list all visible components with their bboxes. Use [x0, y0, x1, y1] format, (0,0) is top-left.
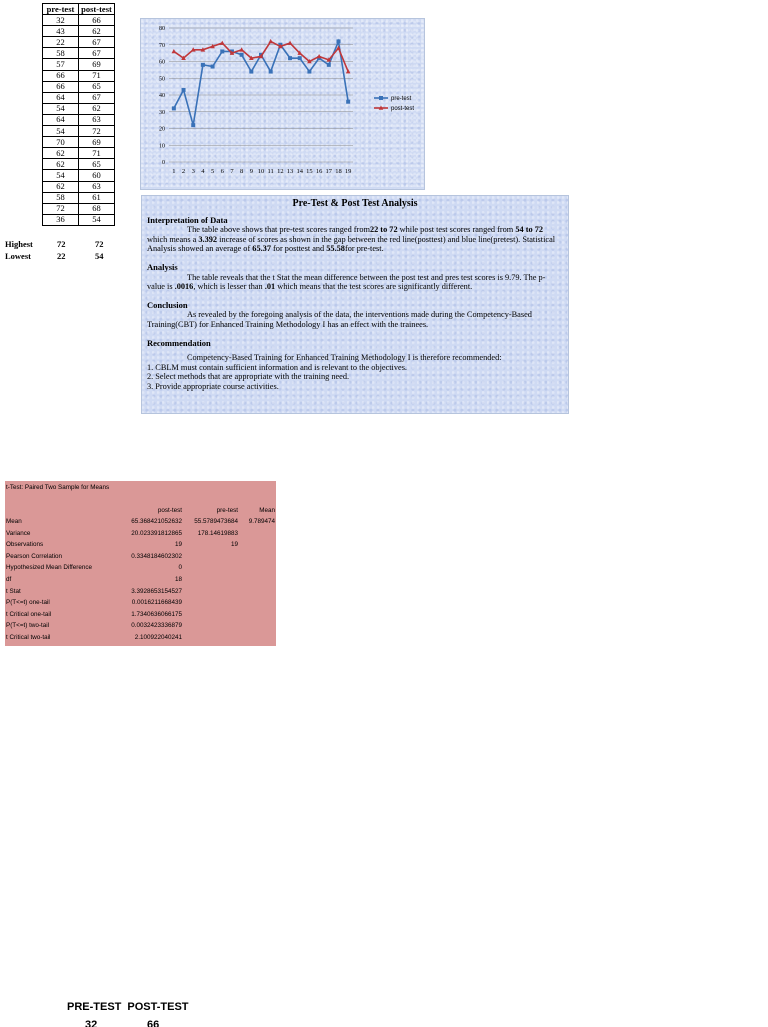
pre-test-point [307, 70, 311, 74]
score-row [43, 81, 115, 92]
post-test-score: 69 [79, 59, 115, 70]
y-tick-label: 70 [159, 42, 165, 49]
pre-test-score: 36 [43, 214, 79, 225]
analysis-heading: Analysis [147, 261, 178, 272]
interp-bold: 54 to 72 [515, 225, 543, 235]
pre-test-score: 66 [43, 70, 79, 81]
highest-label: Highest [5, 239, 33, 249]
interpretation-heading: Interpretation of Data [147, 214, 228, 225]
post-test-score: 67 [79, 37, 115, 48]
post-test-score: 69 [79, 137, 115, 148]
ttest-row [5, 553, 276, 563]
ttest-pre-value: 178.14619883 [197, 529, 238, 537]
pre-test-point [288, 56, 292, 60]
post-test-score: 66 [79, 15, 115, 26]
x-tick-label: 6 [220, 168, 224, 175]
interp-part: for pre-test. [344, 244, 384, 254]
ttest-header [5, 507, 276, 517]
recommendation-intro-text: Competency-Based Training for Enhanced Training Methodology I is therefore recommended: [187, 353, 502, 363]
post-test-score: 71 [79, 148, 115, 159]
ttest-label: t Critical one-tail [6, 610, 52, 618]
pre-test-score: 54 [43, 126, 79, 137]
post-test-score: 65 [79, 81, 115, 92]
score-row [43, 26, 115, 37]
conclusion-text [147, 310, 563, 329]
bottom-post-value: 66 [147, 1019, 160, 1027]
post-test-point [239, 47, 244, 51]
ttest-col-mean: Mean [259, 507, 275, 514]
legend-label: post-test [391, 106, 415, 112]
ttest-row [5, 564, 276, 574]
legend-marker [379, 96, 383, 100]
highest-pre: 72 [57, 239, 66, 249]
ttest-row [5, 541, 276, 551]
score-row [43, 170, 115, 181]
interp-part: which means a [147, 234, 199, 244]
line-chart [140, 18, 425, 190]
post-test-score: 62 [79, 26, 115, 37]
ttest-post-value: 0.3348184602302 [131, 552, 182, 560]
interp-bold: 65.37 [252, 244, 271, 254]
ttest-label: Observations [6, 541, 44, 549]
ttest-post-value: 1.7340636066175 [131, 610, 182, 618]
highest-post: 72 [95, 239, 104, 249]
score-table-body [43, 15, 115, 226]
pre-test-point [182, 88, 186, 92]
pre-test-point [346, 100, 350, 104]
x-tick-label: 19 [344, 168, 352, 175]
score-row [43, 103, 115, 114]
interp-bold: 22 to 72 [369, 225, 398, 235]
ttest-post-value: 18 [174, 576, 182, 583]
pre-test-point [269, 70, 273, 74]
x-tick-label: 11 [267, 168, 274, 175]
post-test-point [220, 41, 225, 45]
post-test-point [288, 41, 293, 45]
ttest-col-pre: pre-test [216, 507, 238, 514]
score-row [43, 214, 115, 225]
y-tick-label: 40 [159, 93, 165, 99]
x-tick-label: 17 [325, 168, 333, 175]
score-row [43, 126, 115, 137]
post-test-score: 63 [79, 114, 115, 125]
recommendation-heading: Recommendation [147, 337, 211, 348]
post-test-score: 60 [79, 170, 115, 181]
ttest-label: t Critical two-tail [6, 634, 51, 641]
interp-bold: 55.58 [326, 244, 345, 254]
ttest-post-value: 65.368421052632 [131, 518, 182, 525]
pre-test-header: pre-test [43, 4, 79, 15]
score-table-header [43, 4, 115, 15]
pre-test-score: 72 [43, 203, 79, 214]
score-row [43, 92, 115, 103]
score-row [43, 192, 115, 203]
y-tick-label: 60 [159, 59, 165, 66]
ttest-post-value: 19 [174, 541, 182, 549]
post-test-point [172, 49, 177, 53]
pre-test-score: 54 [43, 103, 79, 114]
lowest-pre: 22 [57, 251, 66, 261]
score-row [43, 148, 115, 159]
bottom-header [67, 1001, 195, 1013]
ttest-row [5, 599, 276, 609]
x-tick-label: 3 [191, 168, 195, 175]
analysis-bold: .0016 [174, 282, 194, 292]
score-row [43, 48, 115, 59]
score-row [43, 203, 115, 214]
lowest-label: Lowest [5, 251, 31, 261]
ttest-row [5, 622, 276, 632]
pre-test-score: 64 [43, 92, 79, 103]
recommendation-item: 1. CBLM must contain sufficient information and is relevant to the objectives. [147, 362, 407, 372]
post-test-score: 61 [79, 192, 115, 203]
bottom-pre-value: 32 [85, 1019, 98, 1027]
interp-part: increase of scores as shown in the gap between the red line(posttest) and blue line(pretest). Statistical Analysis showed an average of [147, 234, 556, 254]
score-row [43, 114, 115, 125]
ttest-row [5, 576, 276, 586]
pre-test-score: 22 [43, 37, 79, 48]
pre-test-point [249, 70, 253, 74]
score-row [43, 37, 115, 48]
pre-test-score: 62 [43, 148, 79, 159]
post-test-score: 63 [79, 181, 115, 192]
pre-test-point [336, 39, 340, 43]
ttest-label: P(T<=t) two-tail [6, 622, 50, 630]
ttest-label: df [6, 576, 12, 583]
lowest-post: 54 [95, 251, 104, 261]
post-test-point [268, 39, 273, 43]
ttest-post-value: 2.100922040241 [134, 634, 182, 641]
post-test-score: 62 [79, 103, 115, 114]
lowest-row [5, 251, 115, 263]
analysis-part: The table reveals that the t Stat the mean difference between the post test and pres test scores is 9.79. The p-value is [147, 272, 546, 292]
post-test-score: 71 [79, 70, 115, 81]
post-test-score: 54 [79, 214, 115, 225]
bottom-pre-header: PRE-TEST [67, 1001, 122, 1013]
pre-test-score: 62 [43, 181, 79, 192]
score-row [43, 181, 115, 192]
pre-test-score: 57 [43, 59, 79, 70]
ttest-row [5, 634, 276, 644]
pre-test-score: 32 [43, 15, 79, 26]
pre-test-point [211, 65, 215, 69]
ttest-post-value: 0.0016211668439 [131, 599, 182, 607]
pre-test-score: 62 [43, 159, 79, 170]
recommendation-item: 3. Provide appropriate course activities. [147, 381, 279, 391]
ttest-label: t Stat [6, 587, 21, 595]
x-tick-label: 8 [240, 168, 244, 175]
pre-test-point [191, 123, 195, 127]
y-tick-label: 20 [159, 126, 165, 133]
interp-part: for posttest and [270, 244, 327, 254]
score-row [43, 137, 115, 148]
x-tick-label: 4 [201, 168, 205, 175]
post-test-point [317, 54, 322, 58]
recommendation-list [147, 363, 563, 392]
ttest-row [5, 518, 276, 528]
post-test-score: 67 [79, 92, 115, 103]
pre-test-score: 54 [43, 170, 79, 181]
x-tick-label: 14 [296, 168, 303, 175]
analysis-text [147, 273, 563, 292]
highest-row [5, 239, 115, 251]
ttest-post-value: 3.3928653154527 [131, 587, 182, 595]
post-test-score: 72 [79, 126, 115, 137]
x-tick-label: 2 [181, 168, 186, 175]
ttest-label: Mean [6, 518, 22, 525]
y-tick-label: 0 [162, 160, 165, 166]
ttest-label: Pearson Correlation [6, 552, 63, 560]
x-tick-label: 12 [277, 168, 284, 175]
y-tick-label: 30 [159, 109, 165, 116]
analysis-panel [141, 195, 569, 414]
score-row [43, 59, 115, 70]
recommendation-intro [147, 353, 563, 363]
ttest-post-value: 0 [178, 564, 182, 572]
bottom-post-header: POST-TEST [127, 1001, 189, 1013]
ttest-box [5, 481, 276, 646]
analysis-bold: .01 [264, 282, 276, 292]
x-tick-label: 9 [249, 168, 253, 175]
pre-test-score: 66 [43, 81, 79, 92]
x-tick-label: 5 [210, 168, 215, 175]
line-chart-svg [141, 19, 424, 189]
ttest-label: P(T<=t) one-tail [6, 599, 50, 607]
ttest-pre-value: 55.5789473684 [194, 518, 238, 525]
pre-test-score: 64 [43, 114, 79, 125]
pre-test-score: 43 [43, 26, 79, 37]
recommendation-item: 2. Select methods that are appropriate with the training need. [147, 372, 350, 382]
ttest-post-value: 0.0032423336879 [131, 622, 182, 630]
ttest-pre-value: 19 [230, 541, 238, 549]
legend-label: pre-test [391, 96, 412, 102]
post-test-header: post-test [79, 4, 115, 15]
x-tick-label: 1 [172, 168, 176, 175]
score-row [43, 159, 115, 170]
ttest-label: Variance [6, 529, 31, 537]
y-tick-label: 10 [159, 143, 165, 150]
x-tick-label: 10 [257, 168, 265, 175]
score-table [42, 3, 115, 226]
ttest-row [5, 611, 276, 621]
ttest-title: t-Test: Paired Two Sample for Means [6, 484, 110, 491]
ttest-mean-value: 9.789474 [248, 518, 275, 525]
x-tick-label: 7 [230, 168, 234, 175]
post-test-score: 68 [79, 203, 115, 214]
pre-test-point [327, 63, 331, 67]
pre-test-point [201, 63, 205, 67]
x-tick-label: 16 [315, 168, 323, 175]
pre-test-score: 58 [43, 192, 79, 203]
analysis-part: which means that the test scores are significantly different. [275, 282, 473, 292]
analysis-title: Pre-Test & Post Test Analysis [292, 198, 418, 209]
score-row [43, 15, 115, 26]
ttest-post-value: 20.023391812865 [131, 529, 182, 537]
y-tick-label: 50 [159, 76, 165, 83]
conclusion-body: As revealed by the foregoing analysis of the data, the interventions made during the Competency-Based Training(CBT) for Enhanced Training Methodology I has an effect with the trainees. [147, 310, 532, 329]
interp-bold: 3.392 [198, 234, 218, 244]
pre-test-point [220, 49, 224, 53]
pre-test-score: 70 [43, 137, 79, 148]
pre-test-point [172, 106, 176, 110]
x-tick-label: 15 [306, 168, 313, 175]
pre-test-point [240, 53, 244, 57]
x-tick-label: 18 [335, 168, 342, 175]
ttest-row [5, 588, 276, 598]
ttest-label: Hypothesized Mean Difference [6, 564, 92, 572]
interpretation-text [147, 225, 563, 254]
score-row [43, 70, 115, 81]
pre-test-point [298, 56, 302, 60]
conclusion-heading: Conclusion [147, 299, 188, 310]
interp-part: The table above shows that pre-test scores ranged from [187, 225, 370, 235]
pre-test-score: 58 [43, 48, 79, 59]
analysis-part: , which is lesser than [193, 282, 265, 292]
ttest-row [5, 530, 276, 540]
y-tick-label: 80 [159, 26, 165, 32]
bottom-values [85, 1019, 185, 1027]
post-test-score: 67 [79, 48, 115, 59]
x-tick-label: 13 [286, 168, 294, 175]
interp-part: while post test scores ranged from [397, 225, 516, 235]
post-test-score: 65 [79, 159, 115, 170]
ttest-col-post: post-test [157, 507, 182, 514]
